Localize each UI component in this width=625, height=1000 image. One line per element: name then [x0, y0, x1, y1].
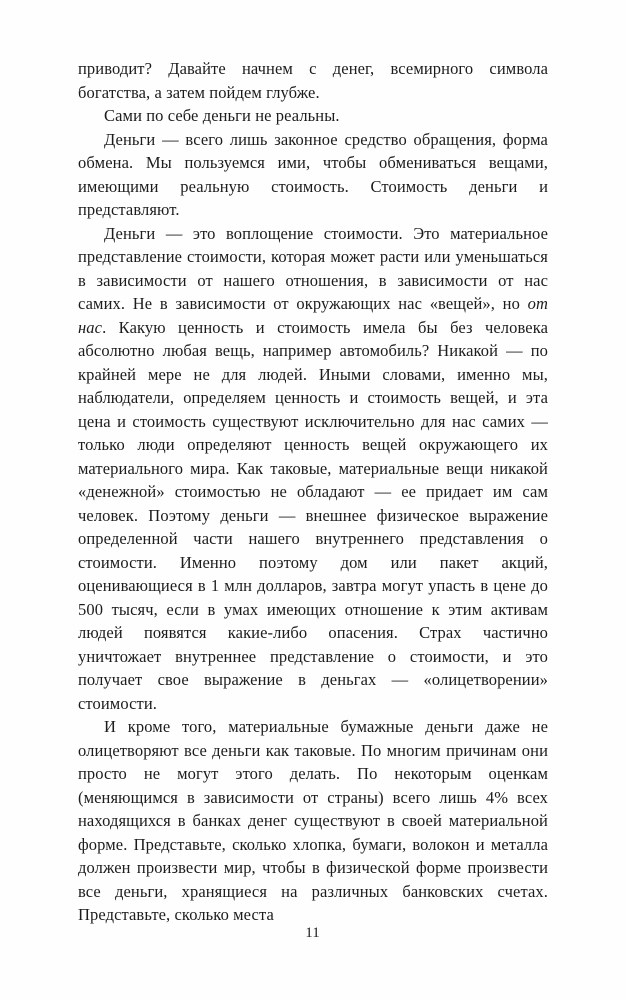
page-number: 11	[305, 925, 320, 941]
paragraph: Сами по себе деньги не реальны.	[104, 106, 340, 125]
paragraph: И кроме того, материальные бумажные деньги даже не олицетворяют все деньги как таковые. По многим причинам они просто не могут этого делать. По некоторым оценкам (меняющимся в зависимости от страны) всего лишь 4% всех находящихся в банках денег существуют в своей материальной форме. Представьте, сколько хлопка, бумаги, волокон и металла должен произвести мир, чтобы в физической форме произвести все деньги, хранящиеся на различных банковских счетах. Представьте, сколько места	[78, 717, 548, 924]
paragraph: Деньги — это воплощение стоимости. Это материальное представление стоимости, которая может расти или уменьшаться в зависимости от нашего отношения, в зависимости от нас самих. Не в зависимости от окружающих нас «вещей», но от нас. Какую ценность и стоимость имела бы без человека абсолютно любая вещь, например автомобиль? Никакой — по крайней мере не для людей. Иными словами, именно мы, наблюдатели, определяем ценность и стоимость вещей, и эта цена и стоимость существуют исключительно для нас самих — только люди определяют ценность вещей окружающего их материального мира. Как таковые, материальные вещи никакой «денежной» стоимостью не обладают — ее придает им сам человек. Поэтому деньги — внешнее физическое выражение определенной части нашего внутреннего представления о стоимости. Именно поэтому дом или пакет акций, оценивающиеся в 1 млн долларов, завтра могут упасть в цене до 500 тысяч, если в умах имеющих отношение к этим активам людей появятся какие-либо опасения. Страх частично уничтожает внутреннее представление о стоимости, и это получает свое выражение в деньгах — «олицетворении» стоимости.	[78, 223, 548, 713]
paragraph-continuation: приводит? Давайте начнем с денег, всемирного символа богатства, а затем пойдем глубже.	[78, 59, 548, 102]
page-text	[78, 57, 548, 927]
paragraph: Деньги — всего лишь законное средство обращения, форма обмена. Мы пользуемся ими, чтобы обмениваться вещами, имеющими реальную стоимость. Стоимость деньги и представляют.	[78, 129, 548, 219]
